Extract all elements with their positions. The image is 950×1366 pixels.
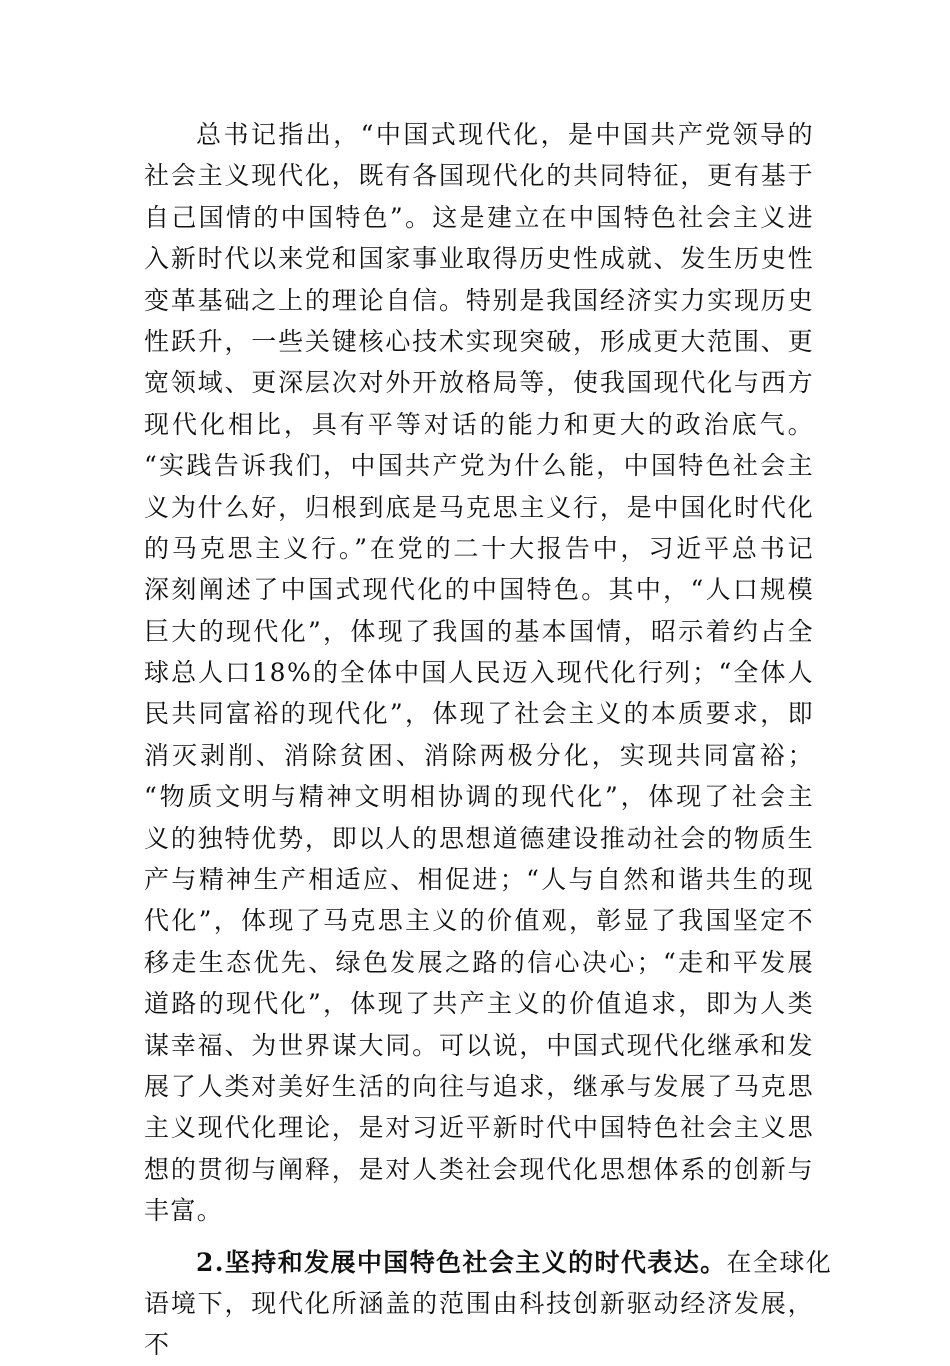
paragraph-line: 深刻阐述了中国式现代化的中国特色。其中，“人口规模 [144,575,814,605]
paragraph-line: 入新时代以来党和国家事业取得历史性成就、发生历史性 [144,244,814,274]
paragraph-line: 巨大的现代化”，体现了我国的基本国情，昭示着约占全 [144,616,814,646]
section-heading-line [144,1242,833,1283]
paragraph-line: 性跃升，一些关键核心技术实现突破，形成更大范围、更 [144,326,814,356]
paragraph-line: 想的贯彻与阐释，是对人类社会现代化思想体系的创新与 [144,1154,814,1184]
paragraph-line: “物质文明与精神文明相协调的现代化”，体现了社会主 [144,782,814,812]
paragraph-line: 丰富。 [144,1196,224,1226]
paragraph-line: 民共同富裕的现代化”，体现了社会主义的本质要求，即 [144,699,814,729]
paragraph-line: 球总人口18%的全体中国人民迈入现代化行列；“全体人 [144,658,814,688]
paragraph-line: 义为什么好，归根到底是马克思主义行，是中国化时代化 [144,492,814,522]
section-heading-continuation: 在全球化 [726,1247,833,1277]
paragraph-line: 代化”，体现了马克思主义的价值观，彰显了我国坚定不 [144,906,814,936]
paragraph-line: 消灭剥削、消除贫困、消除两极分化，实现共同富裕； [144,740,814,770]
paragraph-line: 产与精神生产相适应、相促进；“人与自然和谐共生的现 [144,865,814,895]
paragraph-line: 社会主义现代化，既有各国现代化的共同特征，更有基于 [144,161,814,191]
paragraph-line: 移走生态优先、绿色发展之路的信心决心；“走和平发展 [144,947,814,977]
paragraph-line: 不 [144,1330,171,1360]
paragraph-line: 义的独特优势，即以人的思想道德建设推动社会的物质生 [144,823,814,853]
paragraph-line: 的马克思主义行。”在党的二十大报告中，习近平总书记 [144,533,814,563]
paragraph-line: 自己国情的中国特色”。这是建立在中国特色社会主义进 [144,202,814,232]
paragraph-line: 道路的现代化”，体现了共产主义的价值追求，即为人类 [144,989,814,1019]
paragraph-line: “实践告诉我们，中国共产党为什么能，中国特色社会主 [144,451,814,481]
paragraph-line: 现代化相比，具有平等对话的能力和更大的政治底气。 [144,409,814,439]
paragraph-line: 总书记指出，“中国式现代化，是中国共产党领导的 [196,120,814,149]
paragraph-line: 谋幸福、为世界谋大同。可以说，中国式现代化继承和发 [144,1030,814,1060]
paragraph-line: 主义现代化理论，是对习近平新时代中国特色社会主义思 [144,1113,814,1143]
paragraph-line: 展了人类对美好生活的向往与追求，继承与发展了马克思 [144,1071,814,1101]
body-text [144,114,833,1366]
paragraph-line: 宽领域、更深层次对外开放格局等，使我国现代化与西方 [144,368,814,398]
paragraph-line: 语境下，现代化所涵盖的范围由科技创新驱动经济发展， [144,1288,814,1318]
paragraph-line: 变革基础之上的理论自信。特别是我国经济实力实现历史 [144,285,814,315]
section-heading: 2.坚持和发展中国特色社会主义的时代表达。 [196,1247,727,1277]
